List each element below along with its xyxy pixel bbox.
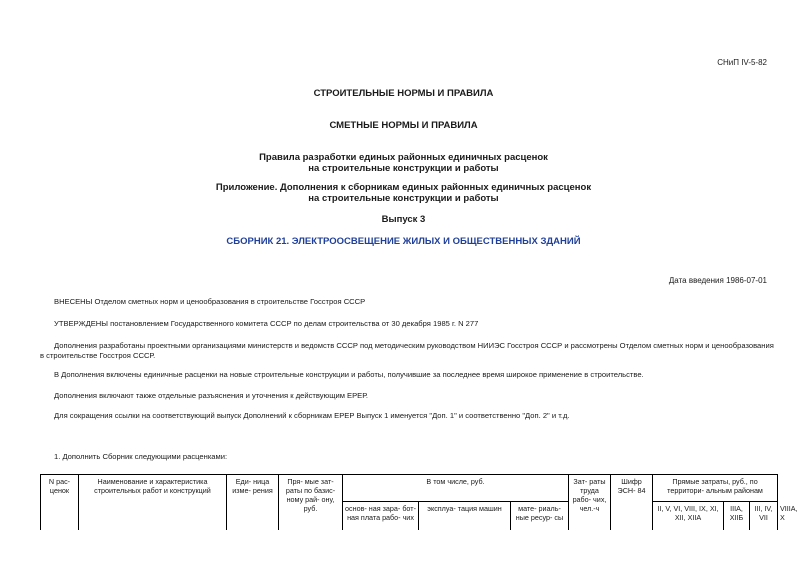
header-work-name: Наименование и характеристика строительных работ и конструкций	[79, 475, 227, 531]
paragraph-developed: Дополнения разработаны проектными организациями министерств и ведомств СССР под методическим руководством НИИЭС Госстроя СССР и рассмотрены Отделом сметных норм и ценообразования в строительстве Госстроя СССР.	[40, 341, 774, 360]
title-issue: Выпуск 3	[381, 214, 426, 225]
subheader-materials: мате- риаль- ные ресур- сы	[511, 502, 569, 531]
subheader-region-2: IIIA, XIIБ	[724, 502, 750, 531]
document-code: СНиП IV-5-82	[717, 58, 767, 67]
title-rules	[0, 152, 807, 174]
paragraph-included: В Дополнения включены единичные расценки на новые строительные конструкции и работы, получившие за последнее время широкое применение в строительстве.	[54, 370, 644, 379]
title-estimate-norms: СМЕТНЫЕ НОРМЫ И ПРАВИЛА	[329, 120, 478, 131]
subheader-region-3: III, IV, VII	[750, 502, 778, 531]
paragraph-supplement: 1. Дополнить Сборник следующими расценками:	[54, 452, 228, 461]
table-subheader-row: основ- ная зара- бот- ная плата рабо- чих эксплуа- тация машин мате- риаль- ные ресур- сы II, V, VI, VIII, IX, XI, XII, XIIA IIIA, XIIБ III, IV, VII VIIIA, X	[41, 502, 778, 531]
title-appendix-line1: Приложение. Дополнения к сборникам единых районных единичных расценок	[215, 182, 592, 193]
paragraph-approved: УТВЕРЖДЕНЫ постановлением Государственного комитета СССР по делам строительства от 30 декабря 1985 г. N 277	[54, 319, 479, 328]
paragraph-introduced: ВНЕСЕНЫ Отделом сметных норм и ценообразования в строительстве Госстроя СССР	[54, 297, 366, 306]
header-labor: Зат- раты труда рабо- чих, чел.-ч	[569, 475, 611, 531]
paragraph-clarifications: Дополнения включают также отдельные разъяснения и уточнения к действующим ЕРЕР.	[54, 391, 368, 400]
rates-table	[40, 474, 798, 530]
title-rules-line2: на строительные конструкции и работы	[308, 163, 499, 174]
header-unit: Еди- ница изме- рения	[227, 475, 279, 531]
title-building-norms: СТРОИТЕЛЬНЫЕ НОРМЫ И ПРАВИЛА	[313, 88, 494, 99]
effective-date: Дата введения 1986-07-01	[668, 276, 767, 285]
title-appendix-line2: на строительные конструкции и работы	[308, 193, 499, 204]
title-appendix	[0, 182, 807, 204]
title-rules-line1: Правила разработки единых районных единичных расценок	[259, 152, 548, 163]
header-including: В том числе, руб.	[343, 475, 569, 502]
header-regions: Прямые затраты, руб., по территори- альным районам	[653, 475, 778, 502]
header-cipher: Шифр ЭСН- 84	[611, 475, 653, 531]
paragraph-abbreviation: Для сокращения ссылки на соответствующий выпуск Дополнений к сборникам ЕРЕР Выпуск 1 именуется "Доп. 1" и соответственно "Доп. 2" и т.д.	[54, 411, 570, 420]
title-collection: СБОРНИК 21. ЭЛЕКТРООСВЕЩЕНИЕ ЖИЛЫХ И ОБЩЕСТВЕННЫХ ЗДАНИЙ	[226, 236, 581, 247]
subheader-wage: основ- ная зара- бот- ная плата рабо- чих	[343, 502, 419, 531]
header-rate-number: N рас- ценок	[41, 475, 79, 531]
subheader-machines: эксплуа- тация машин	[419, 502, 511, 531]
header-direct-costs: Пря- мые зат- раты по базис- ному рай- ону, руб.	[279, 475, 343, 531]
table-header-row	[41, 475, 778, 502]
subheader-region-1: II, V, VI, VIII, IX, XI, XII, XIIA	[653, 502, 724, 531]
